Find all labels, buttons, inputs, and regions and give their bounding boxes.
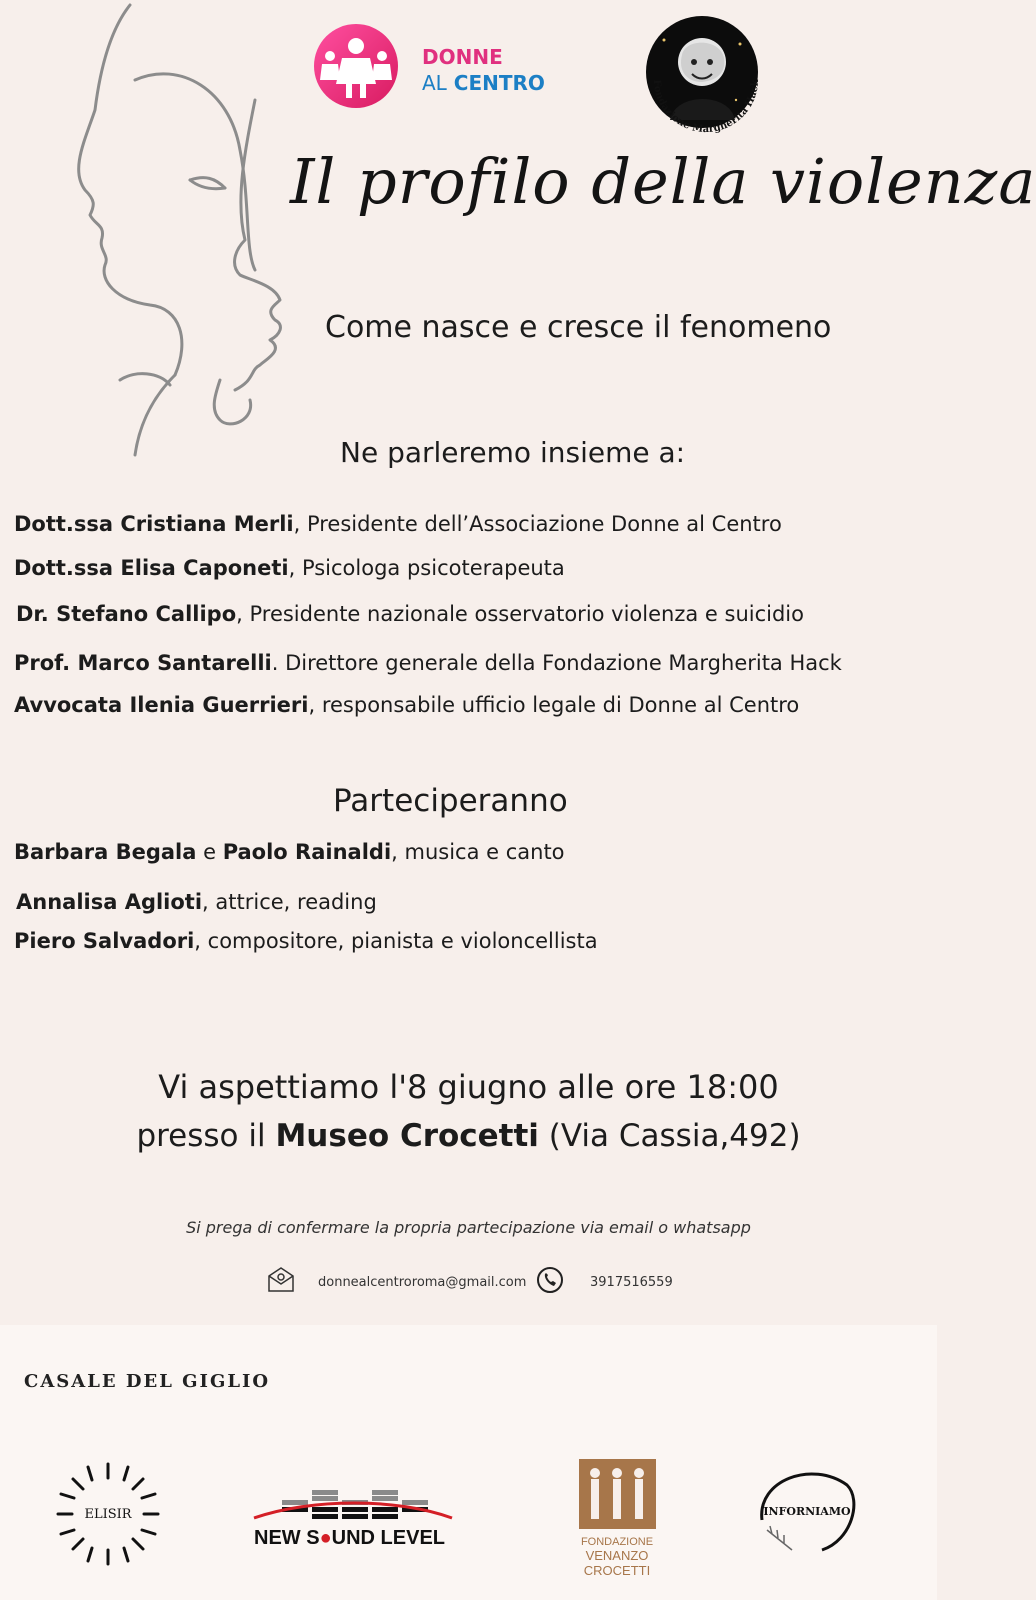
email-link[interactable]: donnealcentroroma@gmail.com [318, 1275, 527, 1290]
participant-name: Annalisa Aglioti [16, 890, 203, 914]
new-sound-level-logo [252, 1476, 457, 1548]
inforniamo-text: INFORNIAMO [763, 1505, 851, 1518]
location-venue: Museo Crocetti [275, 1118, 539, 1154]
hack-logo-text: Fondazione Margherita Hack [650, 79, 762, 136]
speaker-item [14, 651, 842, 675]
participant-role: , compositore, pianista e violoncellista [194, 929, 598, 953]
speaker-role: , Psicologa psicoterapeuta [288, 556, 565, 580]
participant-name: Piero Salvadori [14, 929, 195, 953]
donne-al-centro-logo-text [422, 44, 545, 96]
inforniamo-logo [752, 1460, 862, 1560]
speaker-name: Prof. Marco Santarelli [14, 651, 272, 675]
speakers-heading: Ne parleremo insieme a: [340, 436, 686, 469]
participant-item [16, 890, 377, 914]
speaker-name: Dott.ssa Elisa Caponeti [14, 556, 289, 580]
logo-line2-prefix: AL [422, 71, 447, 95]
email-icon [266, 1264, 296, 1294]
phone-icon [536, 1266, 564, 1294]
speaker-item [16, 602, 804, 626]
face-line-art [40, 0, 300, 470]
event-date: Vi aspettiamo l'8 giugno alle ore 18:00 [158, 1068, 779, 1106]
sound-level-text-1: NEW S [254, 1527, 320, 1549]
location-prefix: presso il [136, 1118, 276, 1154]
speaker-role: , Presidente dell’Associazione Donne al Centro [293, 512, 782, 536]
fondazione-venanzo-crocetti-logo [575, 1455, 660, 1585]
logo-line1: DONNE [422, 45, 503, 69]
venanzo-line-3: CROCETTI [583, 1563, 651, 1578]
participants-heading: Parteciperanno [333, 783, 568, 819]
elisir-text: ELISIR [84, 1507, 132, 1522]
participant-name: Barbara Begala [14, 840, 197, 864]
venanzo-line-2: VENANZO [585, 1548, 649, 1563]
speaker-name: Dr. Stefano Callipo [16, 602, 237, 626]
elisir-logo [52, 1458, 164, 1570]
rsvp-note: Si prega di confermare la propria partecipazione via email o whatsapp [186, 1218, 751, 1237]
speaker-role: . Direttore generale della Fondazione Margherita Hack [271, 651, 842, 675]
speaker-role: , Presidente nazionale osservatorio violenza e suicidio [236, 602, 804, 626]
participant-joiner: e [196, 840, 223, 864]
svg-text:NEW S●UND LEVEL: NEW S●UND LEVEL [254, 1527, 445, 1549]
logo-line2-bold: CENTRO [453, 71, 545, 95]
participant-name: Paolo Rainaldi [222, 840, 392, 864]
margherita-hack-logo [640, 10, 770, 145]
phone-link[interactable]: 3917516559 [590, 1275, 673, 1290]
participant-item [14, 929, 598, 953]
participant-role: , attrice, reading [202, 890, 377, 914]
participant-role: , musica e canto [391, 840, 565, 864]
speaker-item [14, 693, 799, 717]
casale-del-giglio-logo: CASALE DEL GIGLIO [24, 1371, 271, 1392]
speaker-role: , responsabile ufficio legale di Donne al Centro [308, 693, 800, 717]
speaker-item [14, 556, 565, 580]
sound-level-text-2: UND LEVEL [331, 1527, 445, 1549]
speaker-item [14, 512, 782, 536]
venanzo-line-1: FONDAZIONE [580, 1536, 654, 1548]
donne-al-centro-logo-icon [312, 22, 400, 110]
page-title: Il profilo della violenza [290, 145, 1036, 218]
location-address: (Via Cassia,492) [538, 1118, 801, 1154]
participant-item [14, 840, 565, 864]
subtitle: Come nasce e cresce il fenomeno [325, 310, 832, 345]
speaker-name: Avvocata Ilenia Guerrieri [14, 693, 309, 717]
speaker-name: Dott.ssa Cristiana Merli [14, 512, 294, 536]
event-location [0, 1118, 937, 1154]
